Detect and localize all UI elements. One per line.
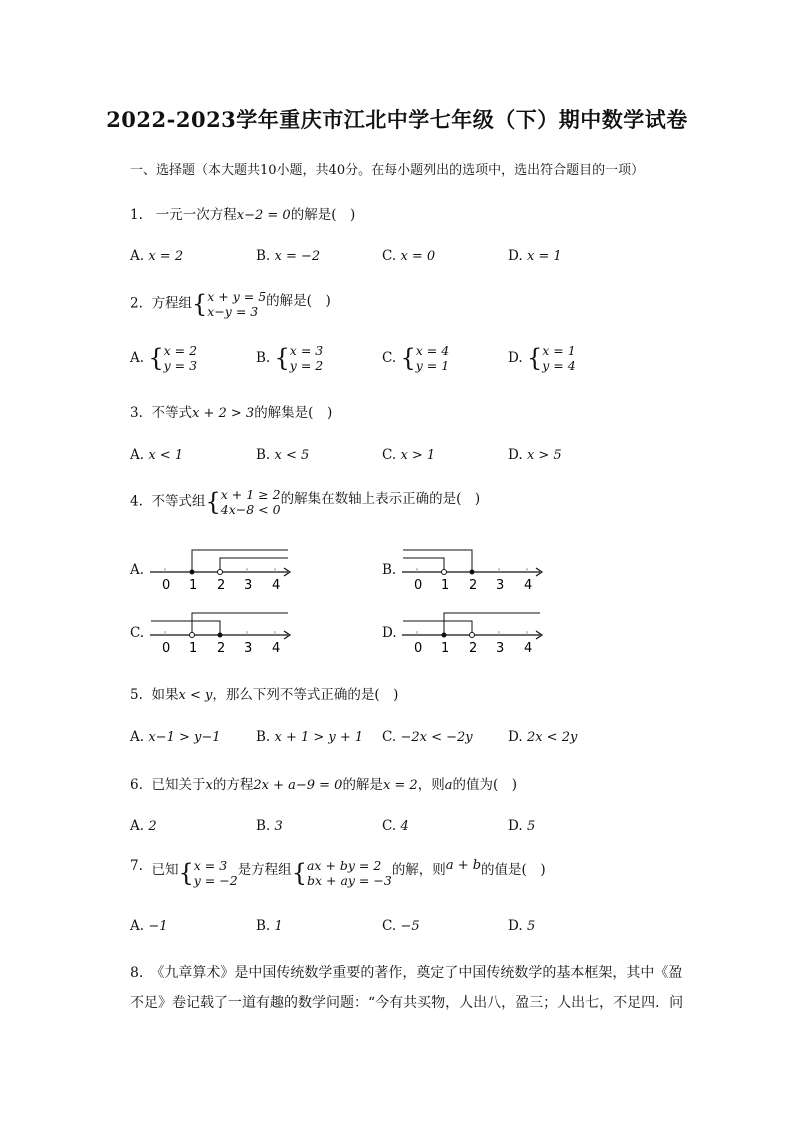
option-b[interactable]: B. 1 xyxy=(256,918,283,934)
svg-text:0: 0 xyxy=(414,578,423,593)
question-4: 4. 不等式组{ x + 1 ≥ 2 4x−8 < 0 的解集在数轴上表示正确的是( ) xyxy=(130,487,481,517)
question-8: 8. 《九章算术》是中国传统数学重要的著作，奠定了中国传统数学的基本框架，其中《盈不足》卷记载了一道有趣的数学问题：“今有共买物，人出八，盈三；人出七，不足四．问 xyxy=(130,965,684,1011)
option-c[interactable]: C. −2x < −2y xyxy=(382,729,473,745)
svg-text:3: 3 xyxy=(496,641,505,656)
option-a[interactable]: A. −1 xyxy=(130,918,168,934)
svg-text:2: 2 xyxy=(217,641,226,656)
option-a[interactable]: A. x = 2 xyxy=(130,248,184,264)
svg-text:0: 0 xyxy=(162,641,171,656)
option-a[interactable]: A. x < 1 xyxy=(130,447,184,463)
number-line-d xyxy=(400,608,545,658)
svg-text:1: 1 xyxy=(441,641,450,656)
option-b[interactable]: B. x + 1 > y + 1 xyxy=(256,729,364,745)
svg-text:3: 3 xyxy=(244,578,253,593)
svg-text:0: 0 xyxy=(414,641,423,656)
svg-text:1: 1 xyxy=(441,578,450,593)
svg-text:1: 1 xyxy=(189,641,198,656)
svg-text:2: 2 xyxy=(217,578,226,593)
option-a[interactable]: A. { x = 2 y = 3 xyxy=(130,343,198,373)
question-text: 的解是( ) xyxy=(290,207,356,223)
question-7: 7. 已知{ x = 3 y = −2 是方程组{ ax + by = 2 bx + ay = −3 的解，则a + b的值是( ) xyxy=(130,858,546,888)
svg-text:1: 1 xyxy=(189,578,198,593)
option-a[interactable]: A. x−1 > y−1 xyxy=(130,729,221,745)
option-b[interactable]: B. { x = 3 y = 2 xyxy=(256,343,324,373)
number-line-b xyxy=(400,545,545,595)
svg-text:0: 0 xyxy=(162,578,171,593)
svg-text:4: 4 xyxy=(272,578,281,593)
option-c[interactable]: C. −5 xyxy=(382,918,420,934)
svg-text:3: 3 xyxy=(496,578,505,593)
option-b[interactable]: B. 3 xyxy=(256,818,283,834)
option-d[interactable]: D. x = 1 xyxy=(508,248,562,264)
svg-text:4: 4 xyxy=(524,641,533,656)
brace-icon: { xyxy=(191,290,208,318)
svg-text:2: 2 xyxy=(469,641,478,656)
svg-text:4: 4 xyxy=(524,578,533,593)
page-title: 2022-2023学年重庆市江北中学七年级（下）期中数学试卷 xyxy=(106,107,688,132)
svg-text:3: 3 xyxy=(244,641,253,656)
question-3: 3. 不等式x + 2 > 3的解集是( ) xyxy=(130,405,333,421)
option-c[interactable]: C. { x = 4 y = 1 xyxy=(382,343,450,373)
option-b[interactable]: B. xyxy=(382,562,397,578)
option-c[interactable]: C. 4 xyxy=(382,818,409,834)
question-2: 2. 方程组{ x + y = 5 x−y = 3 的解是( ) xyxy=(130,289,331,319)
number-line-a xyxy=(148,545,293,595)
option-b[interactable]: B. x = −2 xyxy=(256,248,321,264)
question-1 xyxy=(130,203,355,223)
option-d[interactable]: D. 5 xyxy=(508,818,536,834)
option-b[interactable]: B. x < 5 xyxy=(256,447,310,463)
option-c[interactable]: C. x > 1 xyxy=(382,447,436,463)
question-6: 6. 已知关于x的方程2x + a−9 = 0的解是x = 2，则a的值为( ) xyxy=(130,777,518,793)
question-5: 5. 如果x < y，那么下列不等式正确的是( ) xyxy=(130,687,399,703)
option-a[interactable]: A. xyxy=(130,562,145,578)
question-text: 一元一次方程 xyxy=(155,207,237,223)
option-d[interactable]: D. xyxy=(382,625,397,641)
option-d[interactable]: D. { x = 1 y = 4 xyxy=(508,343,576,373)
svg-text:2: 2 xyxy=(469,578,478,593)
number-line-c xyxy=(148,608,293,658)
svg-text:4: 4 xyxy=(272,641,281,656)
math-expression: x−2 = 0 xyxy=(236,208,291,223)
section-heading: 一、选择题（本大题共10小题，共40分。在每小题列出的选项中，选出符合题目的一项） xyxy=(130,163,645,178)
option-d[interactable]: D. 2x < 2y xyxy=(508,729,578,745)
option-d[interactable]: D. x > 5 xyxy=(508,447,562,463)
option-c[interactable]: C. x = 0 xyxy=(382,248,436,264)
option-a[interactable]: A. 2 xyxy=(130,818,157,834)
question-number: 1. xyxy=(130,207,143,223)
option-d[interactable]: D. 5 xyxy=(508,918,536,934)
option-c[interactable]: C. xyxy=(130,625,145,641)
